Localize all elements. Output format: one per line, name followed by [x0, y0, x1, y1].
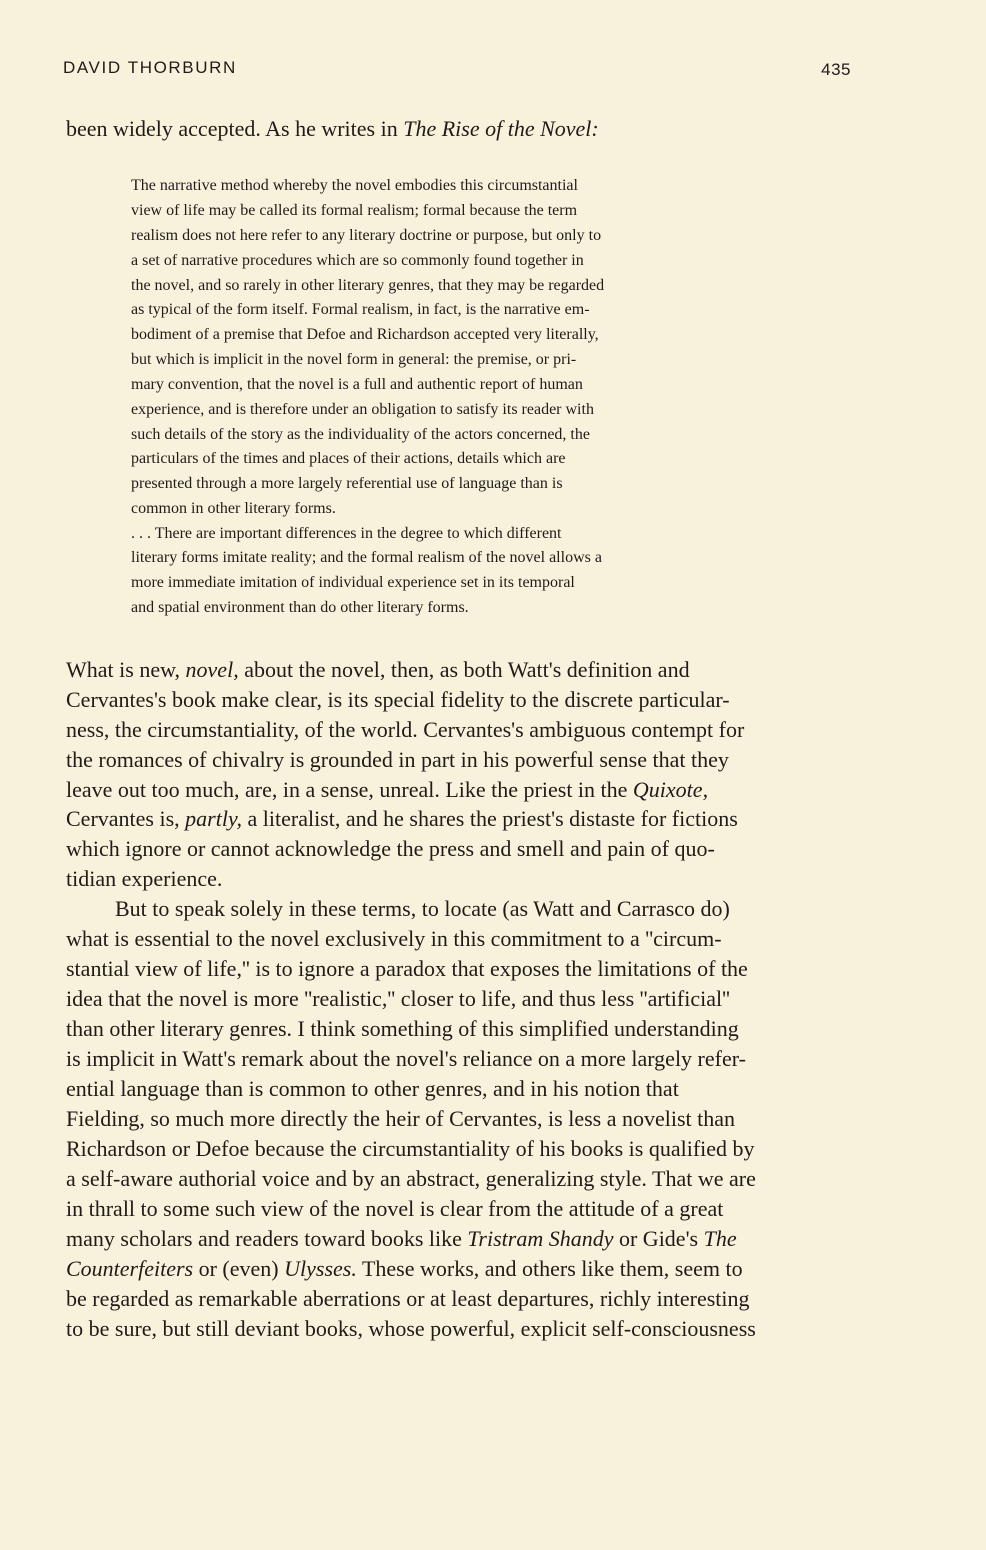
quote-line: the novel, and so rarely in other literary genres, that they may be regarded — [131, 277, 605, 294]
paragraph-2-line: to be sure, but still deviant books, whose powerful, explicit self-consciousness — [66, 1316, 756, 1341]
quote-line: realism does not here refer to any literary doctrine or purpose, but only to — [131, 227, 602, 244]
italic-span: The — [703, 1226, 737, 1251]
quote-line: but which is implicit in the novel form in general: the premise, or pri- — [131, 351, 577, 368]
paragraph-2-line: stantial view of life,'' is to ignore a paradox that exposes the limitations of the — [66, 956, 748, 981]
paragraph-2-line — [66, 1224, 737, 1254]
paragraph-1-line: the romances of chivalry is grounded in part in his powerful sense that they — [66, 747, 729, 772]
paragraph-1-line — [66, 775, 708, 805]
paragraph-2-line: Richardson or Defoe because the circumstantiality of his books is qualified by — [66, 1136, 755, 1161]
quote-line: literary forms imitate reality; and the formal realism of the novel allows a — [131, 549, 602, 566]
quote-line: more immediate imitation of individual experience set in its temporal — [131, 574, 575, 591]
paragraph-2-line: a self-aware authorial voice and by an abstract, generalizing style. That we are — [66, 1166, 756, 1191]
italic-span: partly, — [185, 806, 242, 831]
quote-line: as typical of the form itself. Formal realism, in fact, is the narrative em- — [131, 301, 590, 318]
paragraph-2-line: idea that the novel is more ''realistic,'' closer to life, and thus less ''artificial'' — [66, 986, 731, 1011]
paragraph-1-line: tidian experience. — [66, 866, 223, 891]
quote-line: experience, and is therefore under an obligation to satisfy its reader with — [131, 401, 594, 418]
quote-line: view of life may be called its formal realism; formal because the term — [131, 202, 578, 219]
italic-span: Tristram Shandy — [467, 1226, 614, 1251]
quote-line: mary convention, that the novel is a full and authentic report of human — [131, 376, 583, 393]
paragraph-2-line: than other literary genres. I think something of this simplified understanding — [66, 1016, 739, 1041]
paragraph-2-line: ential language than is common to other genres, and in his notion that — [66, 1076, 679, 1101]
text-span: a literalist, and he shares the priest's distaste for fictions — [242, 806, 738, 831]
italic-span: Counterfeiters — [66, 1256, 194, 1281]
text-span: about the novel, then, as both Watt's definition and — [238, 657, 690, 682]
text-span: leave out too much, are, in a sense, unreal. Like the priest in the — [66, 777, 633, 802]
italic-span: novel, — [185, 657, 239, 682]
running-head-author: DAVID THORBURN — [63, 58, 237, 77]
italic-span: Quixote, — [632, 777, 709, 802]
intro-line — [66, 114, 599, 144]
quote-line: . . . There are important differences in the degree to which different — [131, 525, 562, 542]
quote-line: particulars of the times and places of their actions, details which are — [131, 450, 566, 467]
quote-line: and spatial environment than do other literary forms. — [131, 599, 469, 616]
quote-line: a set of narrative procedures which are so commonly found together in — [131, 252, 584, 269]
paragraph-2-line: is implicit in Watt's remark about the novel's reliance on a more largely refer- — [66, 1046, 746, 1071]
paragraph-2-line — [66, 1254, 743, 1284]
paragraph-2-line: be regarded as remarkable aberrations or at least departures, richly interesting — [66, 1286, 750, 1311]
text-span: many scholars and readers toward books like — [66, 1226, 468, 1251]
running-head — [63, 58, 851, 88]
quote-line: bodiment of a premise that Defoe and Richardson accepted very literally, — [131, 326, 599, 343]
paragraph-1-line — [66, 804, 738, 834]
italic-span: Ulysses. — [284, 1256, 357, 1281]
text-span: or (even) — [193, 1256, 285, 1281]
text-span: or Gide's — [613, 1226, 704, 1251]
text-span: These works, and others like them, seem to — [356, 1256, 743, 1281]
text-span: What is new, — [66, 657, 186, 682]
intro-text: been widely accepted. As he writes in — [66, 116, 404, 141]
paragraph-1-line: which ignore or cannot acknowledge the press and smell and pain of quo- — [66, 836, 715, 861]
quote-line: presented through a more largely referential use of language than is — [131, 475, 563, 492]
quote-line: common in other literary forms. — [131, 500, 336, 517]
paragraph-1-line — [66, 655, 690, 685]
book-title: The Rise of the Novel: — [403, 116, 599, 141]
paragraph-2-line: But to speak solely in these terms, to locate (as Watt and Carrasco do) — [115, 896, 730, 921]
quote-line: such details of the story as the individuality of the actors concerned, the — [131, 426, 590, 443]
paragraph-1-line: ness, the circumstantiality, of the world. Cervantes's ambiguous contempt for — [66, 717, 745, 742]
paragraph-2-line: what is essential to the novel exclusively in this commitment to a ''circum- — [66, 926, 722, 951]
quote-line: The narrative method whereby the novel embodies this circumstantial — [131, 177, 578, 194]
paragraph-2-line: in thrall to some such view of the novel is clear from the attitude of a great — [66, 1196, 724, 1221]
paragraph-2-line: Fielding, so much more directly the heir of Cervantes, is less a novelist than — [66, 1106, 736, 1131]
page-number: 435 — [821, 60, 851, 79]
paragraph-1-line: Cervantes's book make clear, is its special fidelity to the discrete particular- — [66, 687, 730, 712]
text-span: Cervantes is, — [66, 806, 186, 831]
